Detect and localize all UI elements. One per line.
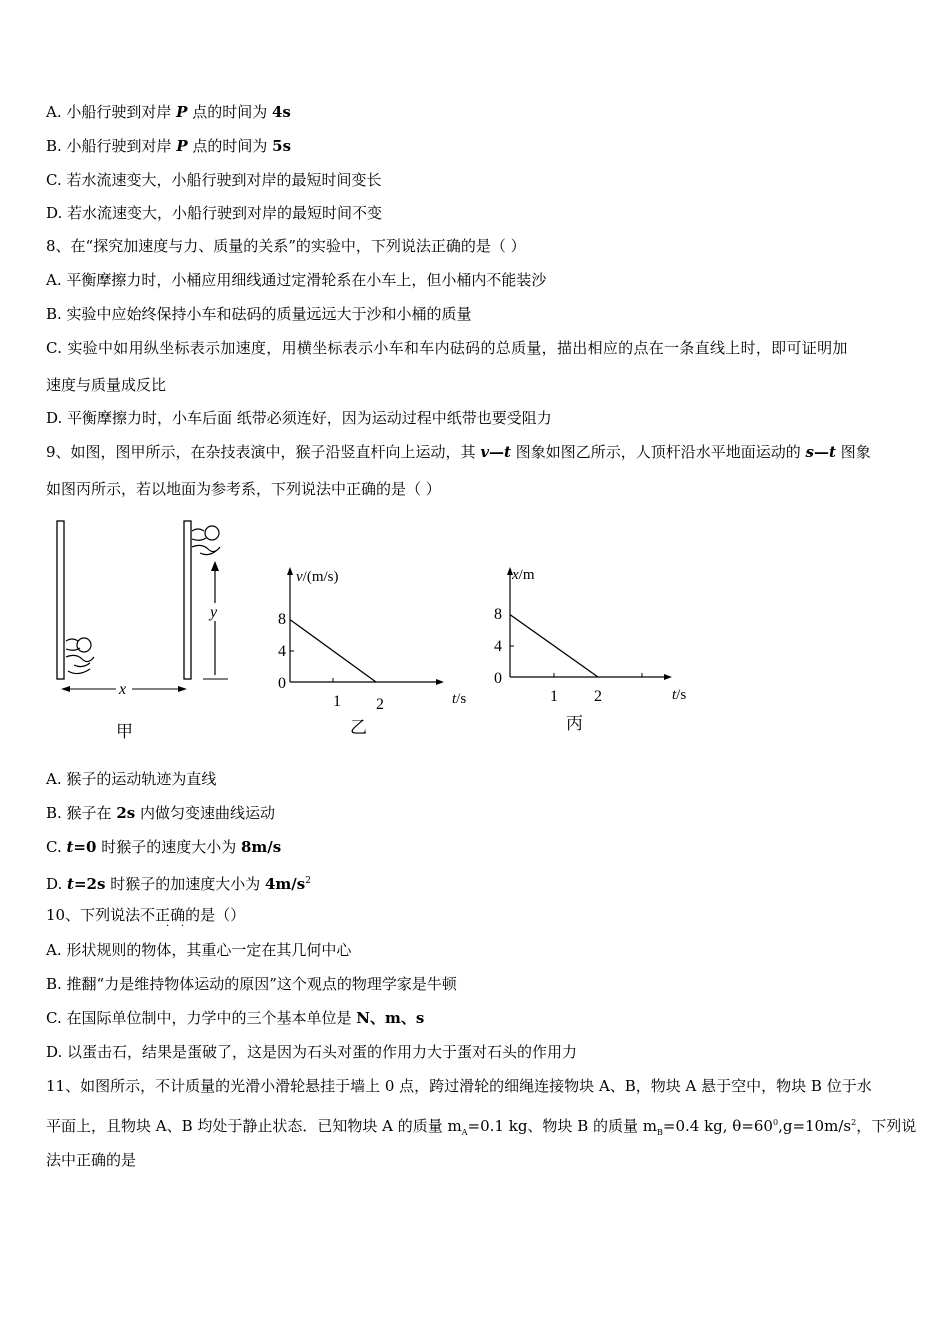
q9-d-value: =2s [73, 875, 106, 893]
y-axis-label: x/m [512, 567, 535, 583]
q9-b-text: B. 猴子在 [46, 804, 117, 822]
x-label: x [119, 681, 127, 698]
q10-option-d: D. 以蛋击石，结果是蛋破了，这是因为石头对蛋的作用力大于蛋对石头的作用力 [46, 1043, 578, 1061]
figure-caption: 丙 [566, 714, 583, 733]
q9-option-d [46, 871, 311, 894]
q8-option-a: A. 平衡摩擦力时，小桶应用细线通过定滑轮系在小车上，但小桶内不能装沙 [46, 271, 547, 289]
point-label: P [176, 103, 188, 121]
left-pole [57, 521, 64, 679]
y-arrow-head [211, 561, 219, 571]
q11-text-4: ,g=10m/s [778, 1117, 852, 1135]
emphasis-dot: · [166, 921, 170, 932]
q9-d-text-2: 时猴子的加速度大小为 [105, 875, 265, 893]
point-label: P [176, 137, 188, 155]
q10-c-text: C. 在国际单位制中，力学中的三个基本单位是 [46, 1009, 357, 1027]
var-s: s [805, 443, 814, 461]
y-axis-arrow [287, 567, 293, 575]
q9-stem-line2: 如图丙所示，若以地面为参考系，下列说法中正确的是（ ） [46, 480, 441, 498]
q9-option-a: A. 猴子的运动轨迹为直线 [46, 770, 217, 788]
q8-option-c-line2: 速度与质量成反比 [46, 376, 167, 394]
var-t: t [66, 838, 74, 856]
x-axis-label: t/s [672, 687, 687, 703]
q11-line2 [46, 1113, 916, 1143]
q11-text: 平面上，且物块 A、B 均处于静止状态．已知物块 A 的质量 m [46, 1117, 462, 1135]
q10-option-a: A. 形状规则的物体，其重心一定在其几何中心 [46, 941, 352, 959]
q7-a-text: A. 小船行驶到对岸 [46, 103, 177, 121]
q7-option-d: D. 若水流速变大，小船行驶到对岸的最短时间不变 [46, 204, 383, 222]
q11-text-3: =0.4 kg, θ=60 [662, 1117, 773, 1135]
figure-jia [40, 515, 270, 750]
series-line [290, 620, 376, 682]
superscript: 0 [772, 1118, 779, 1127]
q9-c-text-2: 时猴子的速度大小为 [96, 838, 241, 856]
x-axis-arrow [664, 674, 672, 680]
superscript: 2 [851, 1118, 857, 1127]
y-label: y [210, 604, 218, 621]
q9-c-speed: 8m/s [240, 838, 282, 856]
x-axis-arrow [436, 679, 444, 685]
emphasis-dot: · [181, 921, 185, 932]
figure-caption: 甲 [116, 722, 133, 741]
q9-b-value: 2s [116, 804, 136, 822]
q10-c-units: N、m、s [356, 1009, 425, 1027]
q9-d-text: D. [46, 875, 68, 893]
x-tick-label-2: 2 [376, 696, 384, 713]
q7-a-text-2: 点的时间为 [187, 103, 272, 121]
y-tick-label-4: 4 [278, 643, 286, 660]
q9-c-value: =0 [73, 838, 97, 856]
x-tick-label-1: 1 [333, 693, 341, 710]
q9-option-b [46, 803, 275, 823]
q7-option-a [46, 102, 291, 122]
y-tick-label-8: 8 [278, 611, 286, 628]
monkey-icon [66, 638, 94, 674]
q11-line1: 11、如图所示，不计质量的光滑小滑轮悬挂于墙上 0 点，跨过滑轮的细绳连接物块 A、B，物块 A 悬于空中，物块 B 位于水 [46, 1077, 872, 1095]
q10-stem: 10、下列说法不正确的是（） [46, 906, 246, 924]
x-arrow-right [178, 686, 187, 692]
q7-a-value: 4s [271, 103, 291, 121]
figure-yi [270, 555, 480, 745]
x-tick-label-1: 1 [550, 688, 558, 705]
monkey-icon [192, 526, 220, 555]
x-axis-label: t/s [452, 691, 467, 707]
q8-stem: 8、在“探究加速度与力、质量的关系”的实验中，下列说法正确的是（ ） [46, 237, 526, 255]
dash: — [813, 443, 829, 461]
dash: — [489, 443, 505, 461]
var-v: v [480, 443, 490, 461]
q9-option-c [46, 837, 281, 857]
var-t: t [67, 875, 74, 893]
q11-text-5: ，下列说 [856, 1117, 917, 1135]
y-axis-label: v/(m/s) [296, 569, 339, 585]
figure-bing [488, 555, 698, 745]
superscript: 2 [305, 876, 311, 886]
var-t: t [504, 443, 511, 461]
q7-option-b [46, 136, 291, 156]
q8-option-d: D. 平衡摩擦力时，小车后面 纸带必须连好，因为运动过程中纸带也要受阻力 [46, 409, 552, 427]
q9-stem-text-3: 图象 [835, 443, 871, 461]
right-pole [184, 521, 191, 679]
q7-option-c: C. 若水流速变大，小船行驶到对岸的最短时间变长 [46, 171, 382, 189]
subscript: B [656, 1128, 663, 1137]
q9-d-accel: 4m/s [264, 875, 306, 893]
q10-option-c [46, 1008, 424, 1028]
q7-b-text-2: 点的时间为 [187, 137, 273, 155]
y-tick-label-0: 0 [278, 675, 286, 692]
q9-stem-text-2: 图象如图乙所示，人顶杆沿水平地面运动的 [510, 443, 806, 461]
y-tick-label-0: 0 [494, 670, 502, 687]
q11-text-2: =0.1 kg、物块 B 的质量 m [467, 1117, 657, 1135]
q7-b-text: B. 小船行驶到对岸 [46, 137, 177, 155]
subscript: A [461, 1128, 468, 1137]
q11-line3: 法中正确的是 [46, 1151, 137, 1169]
q9-stem-line1 [46, 442, 871, 462]
y-tick-label-4: 4 [494, 638, 502, 655]
var-t: t [828, 443, 836, 461]
q7-b-value: 5s [272, 137, 292, 155]
q8-option-c-line1: C. 实验中如用纵坐标表示加速度，用横坐标表示小车和车内砝码的总质量，描出相应的点在一条直线上时，即可证明加 [46, 339, 848, 357]
q9-b-text-2: 内做匀变速曲线运动 [135, 804, 275, 822]
x-arrow-left [61, 686, 70, 692]
y-tick-label-8: 8 [494, 606, 502, 623]
series-line [510, 615, 598, 677]
q9-c-text: C. [46, 838, 67, 856]
q9-stem-text: 9、如图，图甲所示，在杂技表演中，猴子沿竖直杆向上运动，其 [46, 443, 481, 461]
figure-caption: 乙 [350, 718, 367, 737]
q10-option-b: B. 推翻“力是维持物体运动的原因”这个观点的物理学家是牛顿 [46, 975, 457, 993]
q8-option-b: B. 实验中应始终保持小车和砝码的质量远远大于沙和小桶的质量 [46, 305, 472, 323]
x-tick-label-2: 2 [594, 688, 602, 705]
